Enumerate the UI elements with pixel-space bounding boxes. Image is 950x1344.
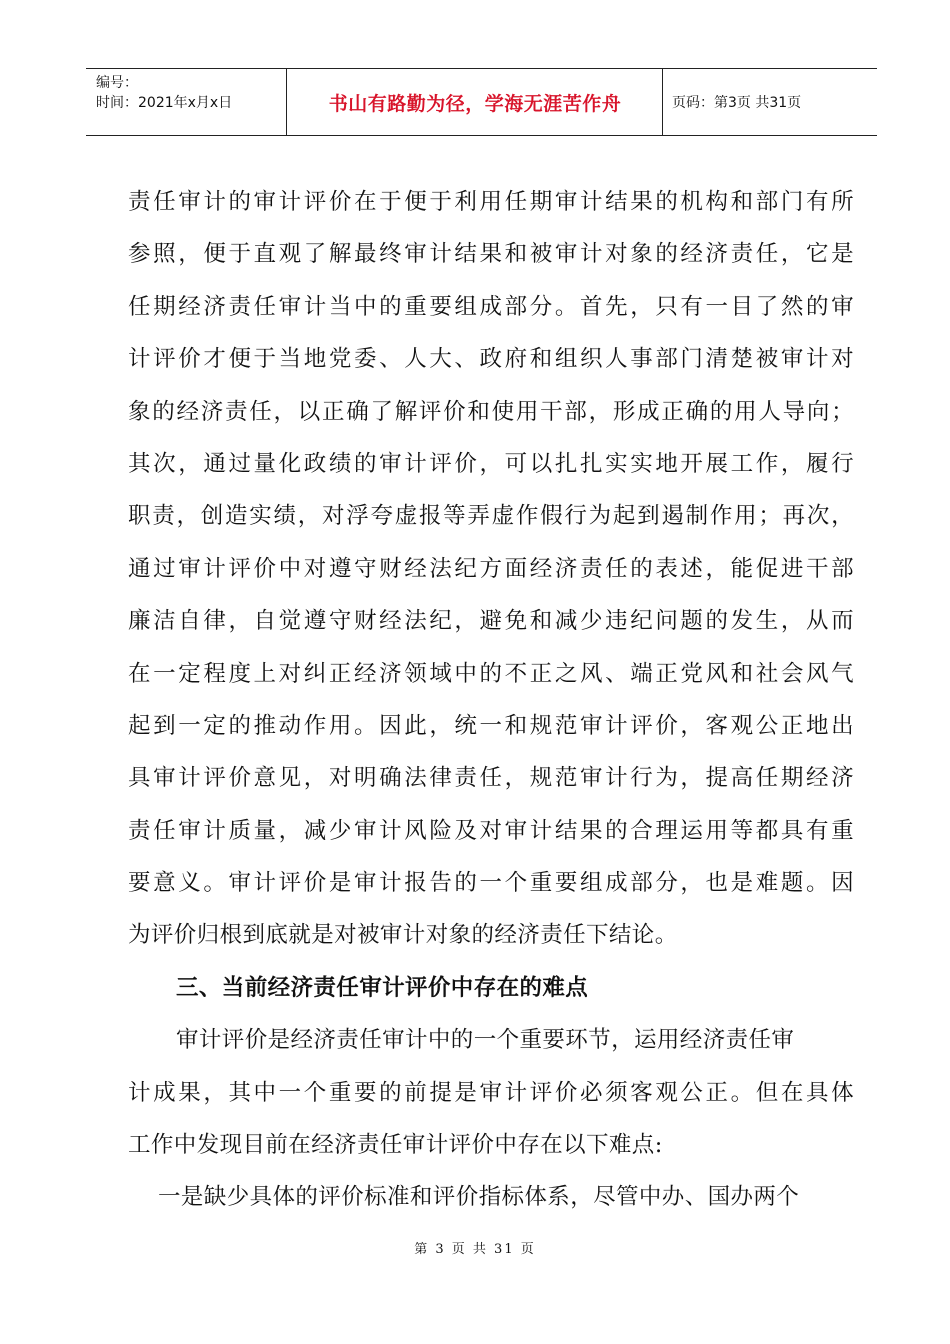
text-line: 象的经济责任，以正确了解评价和使用干部，形成正确的用人导向； bbox=[128, 398, 854, 425]
header-divider-left bbox=[286, 69, 287, 135]
text-line: 审计评价是经济责任审计中的一个重要环节，运用经济责任审 bbox=[176, 1027, 795, 1054]
page-footer: 第 3 页 共 31 页 bbox=[414, 1242, 536, 1257]
paragraph-2 bbox=[128, 1014, 854, 1171]
text-line: 计成果，其中一个重要的前提是审计评价必须客观公正。但在具体 bbox=[128, 1079, 854, 1106]
text-line: 通过审计评价中对遵守财经法纪方面经济责任的表述，能促进干部 bbox=[128, 555, 854, 582]
header-number-label: 编号： bbox=[96, 75, 138, 91]
text-line: 职责，创造实绩，对浮夸虚报等弄虚作假行为起到遏制作用；再次， bbox=[128, 503, 854, 530]
text-line: 廉洁自律，自觉遵守财经法纪，避免和减少违纪问题的发生，从而 bbox=[128, 608, 854, 635]
section-heading: 三、当前经济责任审计评价中存在的难点 bbox=[176, 974, 589, 1001]
text-line: 计评价才便于当地党委、人大、政府和组织人事部门清楚被审计对 bbox=[128, 346, 854, 373]
text-line: 参照，便于直观了解最终审计结果和被审计对象的经济责任，它是 bbox=[128, 241, 854, 268]
text-line: 在一定程度上对纠正经济领域中的不正之风、端正党风和社会风气 bbox=[128, 660, 854, 687]
text-line: 工作中发现目前在经济责任审计评价中存在以下难点: bbox=[128, 1132, 663, 1159]
header-motto: 书山有路勤为径，学海无涯苦作舟 bbox=[328, 92, 622, 115]
text-line: 为评价归根到底就是对被审计对象的经济责任下结论。 bbox=[128, 922, 678, 949]
text-line: 要意义。审计评价是审计报告的一个重要组成部分，也是难题。因 bbox=[128, 870, 854, 897]
paragraph-3 bbox=[128, 1171, 854, 1223]
text-line: 具审计评价意见，对明确法律责任，规范审计行为，提高任期经济 bbox=[128, 765, 854, 792]
text-line: 任期经济责任审计当中的重要组成部分。首先，只有一目了然的审 bbox=[128, 293, 854, 320]
document-body bbox=[128, 176, 854, 1224]
paragraph-1 bbox=[128, 176, 854, 962]
text-line: 一是缺少具体的评价标准和评价指标体系，尽管中办、国办两个 bbox=[158, 1184, 800, 1211]
header-page-number: 页码：第3页 共31页 bbox=[672, 95, 802, 111]
header-meta bbox=[96, 73, 232, 113]
text-line: 责任审计的审计评价在于便于利用任期审计结果的机构和部门有所 bbox=[128, 189, 854, 215]
header-time-label: 时间：2021年x月x日 bbox=[96, 95, 233, 111]
text-line: 其次，通过量化政绩的审计评价，可以扎扎实实地开展工作，履行 bbox=[128, 450, 854, 477]
text-line: 责任审计质量，减少审计风险及对审计结果的合理运用等都具有重 bbox=[128, 817, 854, 844]
header-divider-right bbox=[662, 69, 663, 135]
text-line: 起到一定的推动作用。因此，统一和规范审计评价，客观公正地出 bbox=[128, 712, 854, 739]
page-header bbox=[86, 68, 877, 136]
